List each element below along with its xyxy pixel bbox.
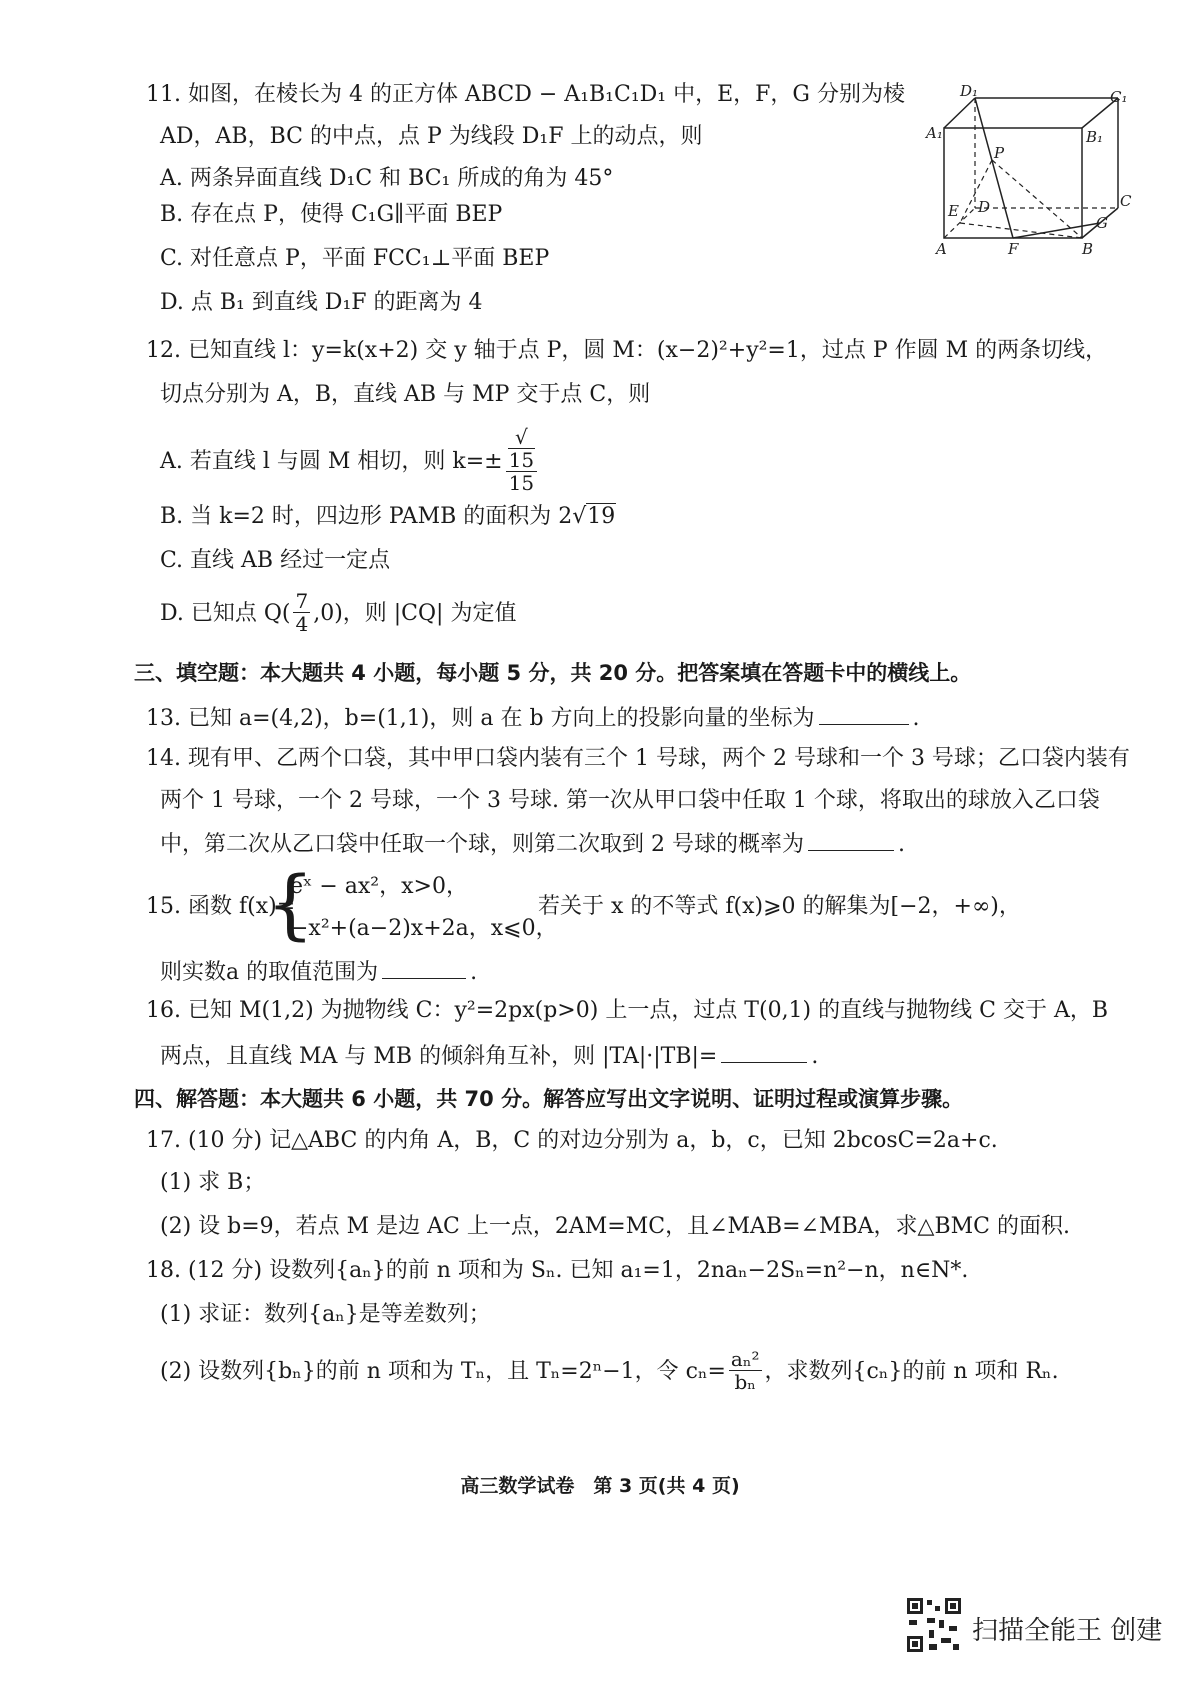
- q13-text: 13. 已知 a=(4,2)，b=(1,1)，则 a 在 b 方向上的投影向量的坐标为: [146, 706, 815, 731]
- section-3-heading: 三、填空题：本大题共 4 小题，每小题 5 分，共 20 分。把答案填在答题卡中的横线上。: [134, 661, 972, 685]
- q11-option-b: B. 存在点 P，使得 C₁G∥平面 BEP: [160, 202, 503, 227]
- piecewise-brace: {: [266, 859, 315, 948]
- q18-p2-text-end: ，求数列{cₙ}的前 n 项和 Rₙ.: [764, 1359, 1059, 1384]
- q13-end: .: [912, 706, 920, 731]
- q14-line-2: 两个 1 号球，一个 2 号球，一个 3 号球. 第一次从甲口袋中任取 1 个球，将取出的球放入乙口袋: [160, 788, 1100, 813]
- q12-stem-line-2: 切点分别为 A，B，直线 AB 与 MP 交于点 C，则: [160, 382, 651, 407]
- q16-end: .: [811, 1044, 819, 1069]
- q11-option-a: A. 两条异面直线 D₁C 和 BC₁ 所成的角为 45°: [160, 166, 614, 191]
- page-footer: 高三数学试卷 第 3 页(共 4 页): [460, 1475, 740, 1497]
- answer-blank[interactable]: [819, 702, 909, 725]
- cube-front-face: [944, 128, 1082, 238]
- label-d: D: [978, 198, 991, 216]
- label-f: F: [1008, 240, 1019, 258]
- answer-blank[interactable]: [808, 828, 894, 851]
- label-g: G: [1096, 214, 1108, 232]
- q12-option-d: [160, 590, 516, 638]
- scanner-watermark: 扫描全能王 创建: [972, 1616, 1163, 1646]
- label-d1: D₁: [960, 82, 979, 100]
- q16-line-1: 16. 已知 M(1,2) 为抛物线 C：y²=2px(p>0) 上一点，过点 T(0,1) 的直线与抛物线 C 交于 A，B: [146, 998, 1108, 1023]
- q17-part-1: (1) 求 B；: [160, 1170, 266, 1195]
- label-b: B: [1082, 240, 1094, 258]
- label-e: E: [948, 202, 959, 220]
- label-a: A: [936, 240, 947, 258]
- q12-b-text: B. 当 k=2 时，四边形 PAMB 的面积为 2: [160, 504, 573, 529]
- q12-b-radicand: 19: [587, 504, 616, 529]
- q12-option-c: C. 直线 AB 经过一定点: [160, 548, 391, 573]
- q17-stem: 17. (10 分) 记△ABC 的内角 A，B，C 的对边分别为 a，b，c，已知 2bcosC=2a+c.: [146, 1128, 998, 1153]
- q12-a-text: A. 若直线 l 与圆 M 相切，则 k=±: [160, 449, 503, 474]
- q15-pre: 15. 函数 f(x)=: [146, 894, 296, 919]
- fraction: [729, 1348, 762, 1393]
- q12-a-denominator: 15: [508, 471, 535, 495]
- fraction: √ 15 15: [506, 426, 537, 494]
- q12-d-numerator: 7: [295, 588, 309, 613]
- q13-line: [146, 702, 920, 734]
- q12-d-text: D. 已知点 Q(: [160, 601, 291, 626]
- q12-stem-line-1: 12. 已知直线 l：y=k(x+2) 交 y 轴于点 P，圆 M：(x−2)²+y²=1，过点 P 作圆 M 的两条切线，: [146, 338, 1108, 363]
- q11-option-c: C. 对任意点 P，平面 FCC₁⊥平面 BEP: [160, 246, 550, 271]
- q18-stem: 18. (12 分) 设数列{aₙ}的前 n 项和为 Sₙ. 已知 a₁=1，2naₙ−2Sₙ=n²−n，n∈N*.: [146, 1258, 969, 1283]
- cube-figure: [926, 82, 1132, 268]
- q12-d-denominator: 4: [295, 611, 309, 636]
- q18-denominator: bₙ: [734, 1369, 756, 1394]
- q14-line-3: [160, 828, 905, 860]
- answer-blank[interactable]: [382, 956, 466, 979]
- q12-option-a: [160, 425, 540, 496]
- q18-part-1: (1) 求证：数列{aₙ}是等差数列；: [160, 1302, 491, 1327]
- q16-line-2: [160, 1040, 818, 1072]
- q15-case-1: eˣ − ax²，x>0，: [290, 874, 468, 899]
- q11-stem-line-2: AD，AB，BC 的中点，点 P 为线段 D₁F 上的动点，则: [160, 124, 703, 149]
- q14-text: 中，第二次从乙口袋中任取一个球，则第二次取到 2 号球的概率为: [160, 832, 804, 857]
- q14-line-1: 14. 现有甲、乙两个口袋，其中甲口袋内装有三个 1 号球，两个 2 号球和一个 3 号球；乙口袋内装有: [146, 746, 1130, 771]
- q15-post: 若关于 x 的不等式 f(x)⩾0 的解集为[−2，+∞)，: [538, 894, 1021, 919]
- q15-end: .: [470, 960, 478, 985]
- q11-option-d: D. 点 B₁ 到直线 D₁F 的距离为 4: [160, 290, 483, 315]
- q14-end: .: [898, 832, 905, 857]
- q18-part-2: [160, 1348, 1059, 1396]
- q12-a-numerator: 15: [508, 448, 535, 472]
- label-c1: C₁: [1110, 88, 1128, 106]
- label-c: C: [1120, 192, 1132, 210]
- answer-blank[interactable]: [721, 1040, 807, 1063]
- q16-text: 两点，且直线 MA 与 MB 的倾斜角互补，则 |TA|·|TB|=: [160, 1044, 718, 1069]
- label-b1: B₁: [1086, 128, 1104, 146]
- fraction: [293, 590, 310, 635]
- q18-numerator: aₙ²: [730, 1346, 760, 1371]
- section-4-heading: 四、解答题：本大题共 6 小题，共 70 分。解答应写出文字说明、证明过程或演算步骤。: [134, 1087, 964, 1111]
- qr-code-icon: [905, 1596, 963, 1654]
- q17-part-2: (2) 设 b=9，若点 M 是边 AC 上一点，2AM=MC，且∠MAB=∠MBA，求△BMC 的面积.: [160, 1214, 1070, 1239]
- q11-stem-line-1: 11. 如图，在棱长为 4 的正方体 ABCD − A₁B₁C₁D₁ 中，E，F，G 分别为棱: [146, 82, 906, 107]
- q15-text: 则实数a 的取值范围为: [160, 960, 379, 985]
- q15-case-2: −x²+(a−2)x+2a，x⩽0，: [290, 916, 558, 941]
- q15-line-2: [160, 956, 477, 988]
- q12-option-b: B. 当 k=2 时，四边形 PAMB 的面积为 2√19: [160, 504, 616, 529]
- q18-p2-text: (2) 设数列{bₙ}的前 n 项和为 Tₙ，且 Tₙ=2ⁿ−1，令 cₙ=: [160, 1359, 726, 1384]
- label-p: P: [994, 144, 1005, 162]
- q12-d-text-end: ,0)，则 |CQ| 为定值: [313, 601, 517, 626]
- label-a1: A₁: [926, 124, 943, 142]
